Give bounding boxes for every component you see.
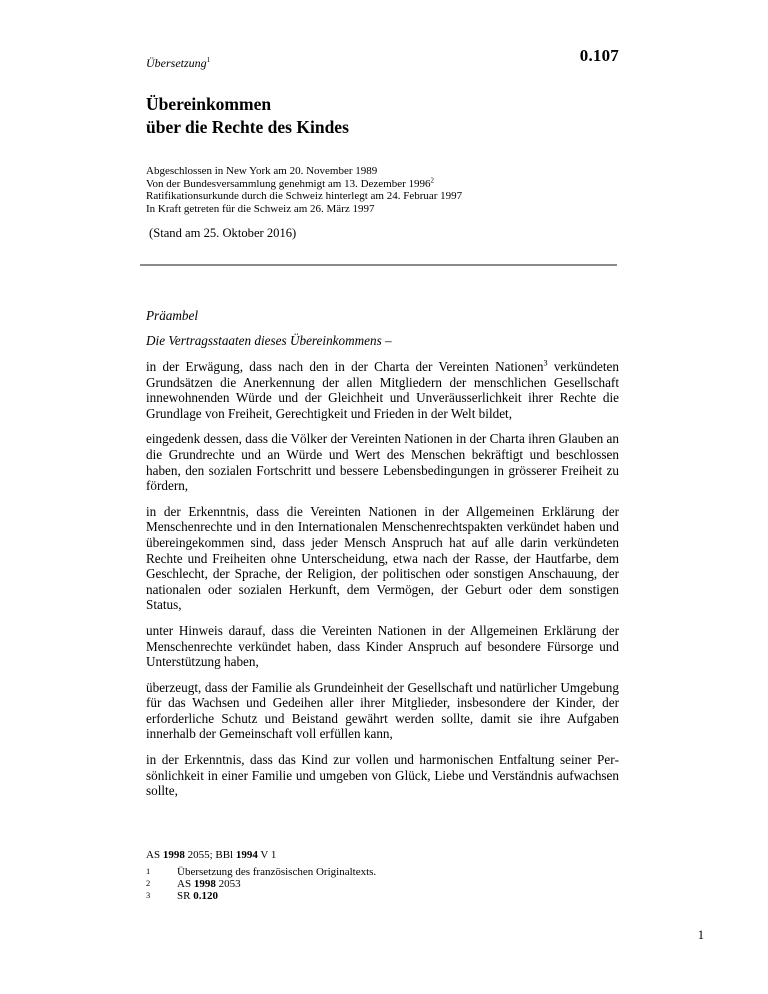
meta-concluded-line: Abgeschlossen in New York am 20. November 1989 — [146, 165, 378, 177]
preamble-heading: Präambel — [146, 308, 199, 323]
paragraph-charter: eingedenk dessen, dass die Völker der Vereinten Nationen in der Charta ihren Glauben an die Grundrechte und an Würde und Wert des Menschen bekräftigt und beschlossen haben, den sozialen Fortschritt und bessere Lebensbedingungen in grösserer Freiheit zu fördern, — [146, 431, 619, 494]
paragraph-consideration: in der Erwägung, dass nach den in der Charta der Vereinten Nationen$^3$ verkündeten Grundsätzen die Anerkennung der allen Mitgliedern der menschlichen Gesellschaft innewohnenden Würde und der Gleichheit und Unveräusserlichkeit ihrer Rechte die Grundlage von Freiheit, Gerechtigkeit und Frieden in der Welt bildet, — [146, 358, 620, 421]
page-header — [146, 46, 619, 71]
footnote-3-text: SR 0.120 — [177, 890, 218, 902]
footnote-ref-3: 3 — [543, 358, 548, 368]
meta-in-force-line: In Kraft getreten für die Schweiz am 26. März 1997 — [146, 202, 375, 215]
footnote-1-number: 1 — [146, 866, 151, 876]
classification-number: 0.107 — [579, 46, 619, 65]
document-type-label — [146, 46, 210, 71]
paragraph-children-care: unter Hinweis darauf, dass die Vereinten Nationen in der Allgemeinen Erklärung der Menschenrechte verkündet haben, dass Kinder Anspruch auf besondere Fürsorge und Unterstützung haben, — [146, 622, 619, 670]
footnote-1-text: Übersetzung des französischen Originaltexts. — [177, 866, 377, 878]
document-title-line2: über die Rechte des Kindes — [146, 117, 349, 137]
footnote-2-text: AS 1998 2053 — [177, 878, 241, 890]
meta-approved-line: Von der Bundesversammlung genehmigt am 13. Dezember 1996$^2$ — [146, 176, 434, 190]
preamble-lead: Die Vertragsstaaten dieses Übereinkommens – — [146, 333, 392, 348]
document-title — [146, 93, 619, 139]
footnote-3-number: 3 — [146, 890, 151, 900]
preamble-paragraphs — [146, 359, 619, 809]
footnote-2-number: 2 — [146, 878, 151, 888]
paragraph-declaration: in der Erkenntnis, dass die Vereinten Nationen in der Allgemeinen Erklärung der Menschenrechte und in den Internationalen Menschenrechtspakten verkündet haben und übereingekommen sind, dass jeder Mensch Anspruch hat auf alle darin verkündeten Rechte und Freiheiten ohne Unterscheidung, etwa nach der Rasse, der Hautfarbe, dem Geschlecht, der Sprache, der Religion, der politischen oder sonstigen Anschauung, der nationalen oder sozialen Herkunft, dem Vermögen, der Geburt oder dem sonstigen Status, — [146, 503, 619, 613]
footnote-2 — [146, 878, 619, 890]
footnotes-block — [146, 849, 619, 902]
meta-ratification-line: Ratifikationsurkunde durch die Schweiz hinterlegt am 24. Februar 1997 — [146, 190, 463, 203]
footnote-3 — [146, 890, 619, 902]
footnote-source-line: AS 1998 2055; BBl 1994 V 1 — [146, 849, 277, 861]
footnote-1 — [146, 866, 619, 878]
page-number: 1 — [697, 928, 704, 942]
horizontal-divider — [140, 264, 617, 266]
status-date-line: (Stand am 25. Oktober 2016) — [149, 226, 297, 240]
paragraph-child-development: in der Erkenntnis, dass das Kind zur vollen und harmonischen Entfaltung seiner Persönlichkeit in einer Familie und umgeben von Glück, Liebe und Verständnis aufwachsen sollte, — [146, 752, 619, 799]
footnote-ref-2: 2 — [430, 176, 434, 184]
document-title-line1: Übereinkommen — [146, 94, 272, 114]
document-metadata — [146, 165, 619, 215]
footnote-ref-1: 1 — [206, 55, 211, 64]
document-type-text: Übersetzung — [146, 56, 207, 70]
paragraph-family: überzeugt, dass der Familie als Grundeinheit der Gesellschaft und natürlicher Umgebung für das Wachsen und Gedeihen aller ihrer Mitglieder, insbesondere der Kinder, der erforderliche Schutz und Beistand gewährt werden sollte, damit sie ihre Aufgaben innerhalb der Gemeinschaft voll erfüllen kann, — [146, 679, 619, 742]
